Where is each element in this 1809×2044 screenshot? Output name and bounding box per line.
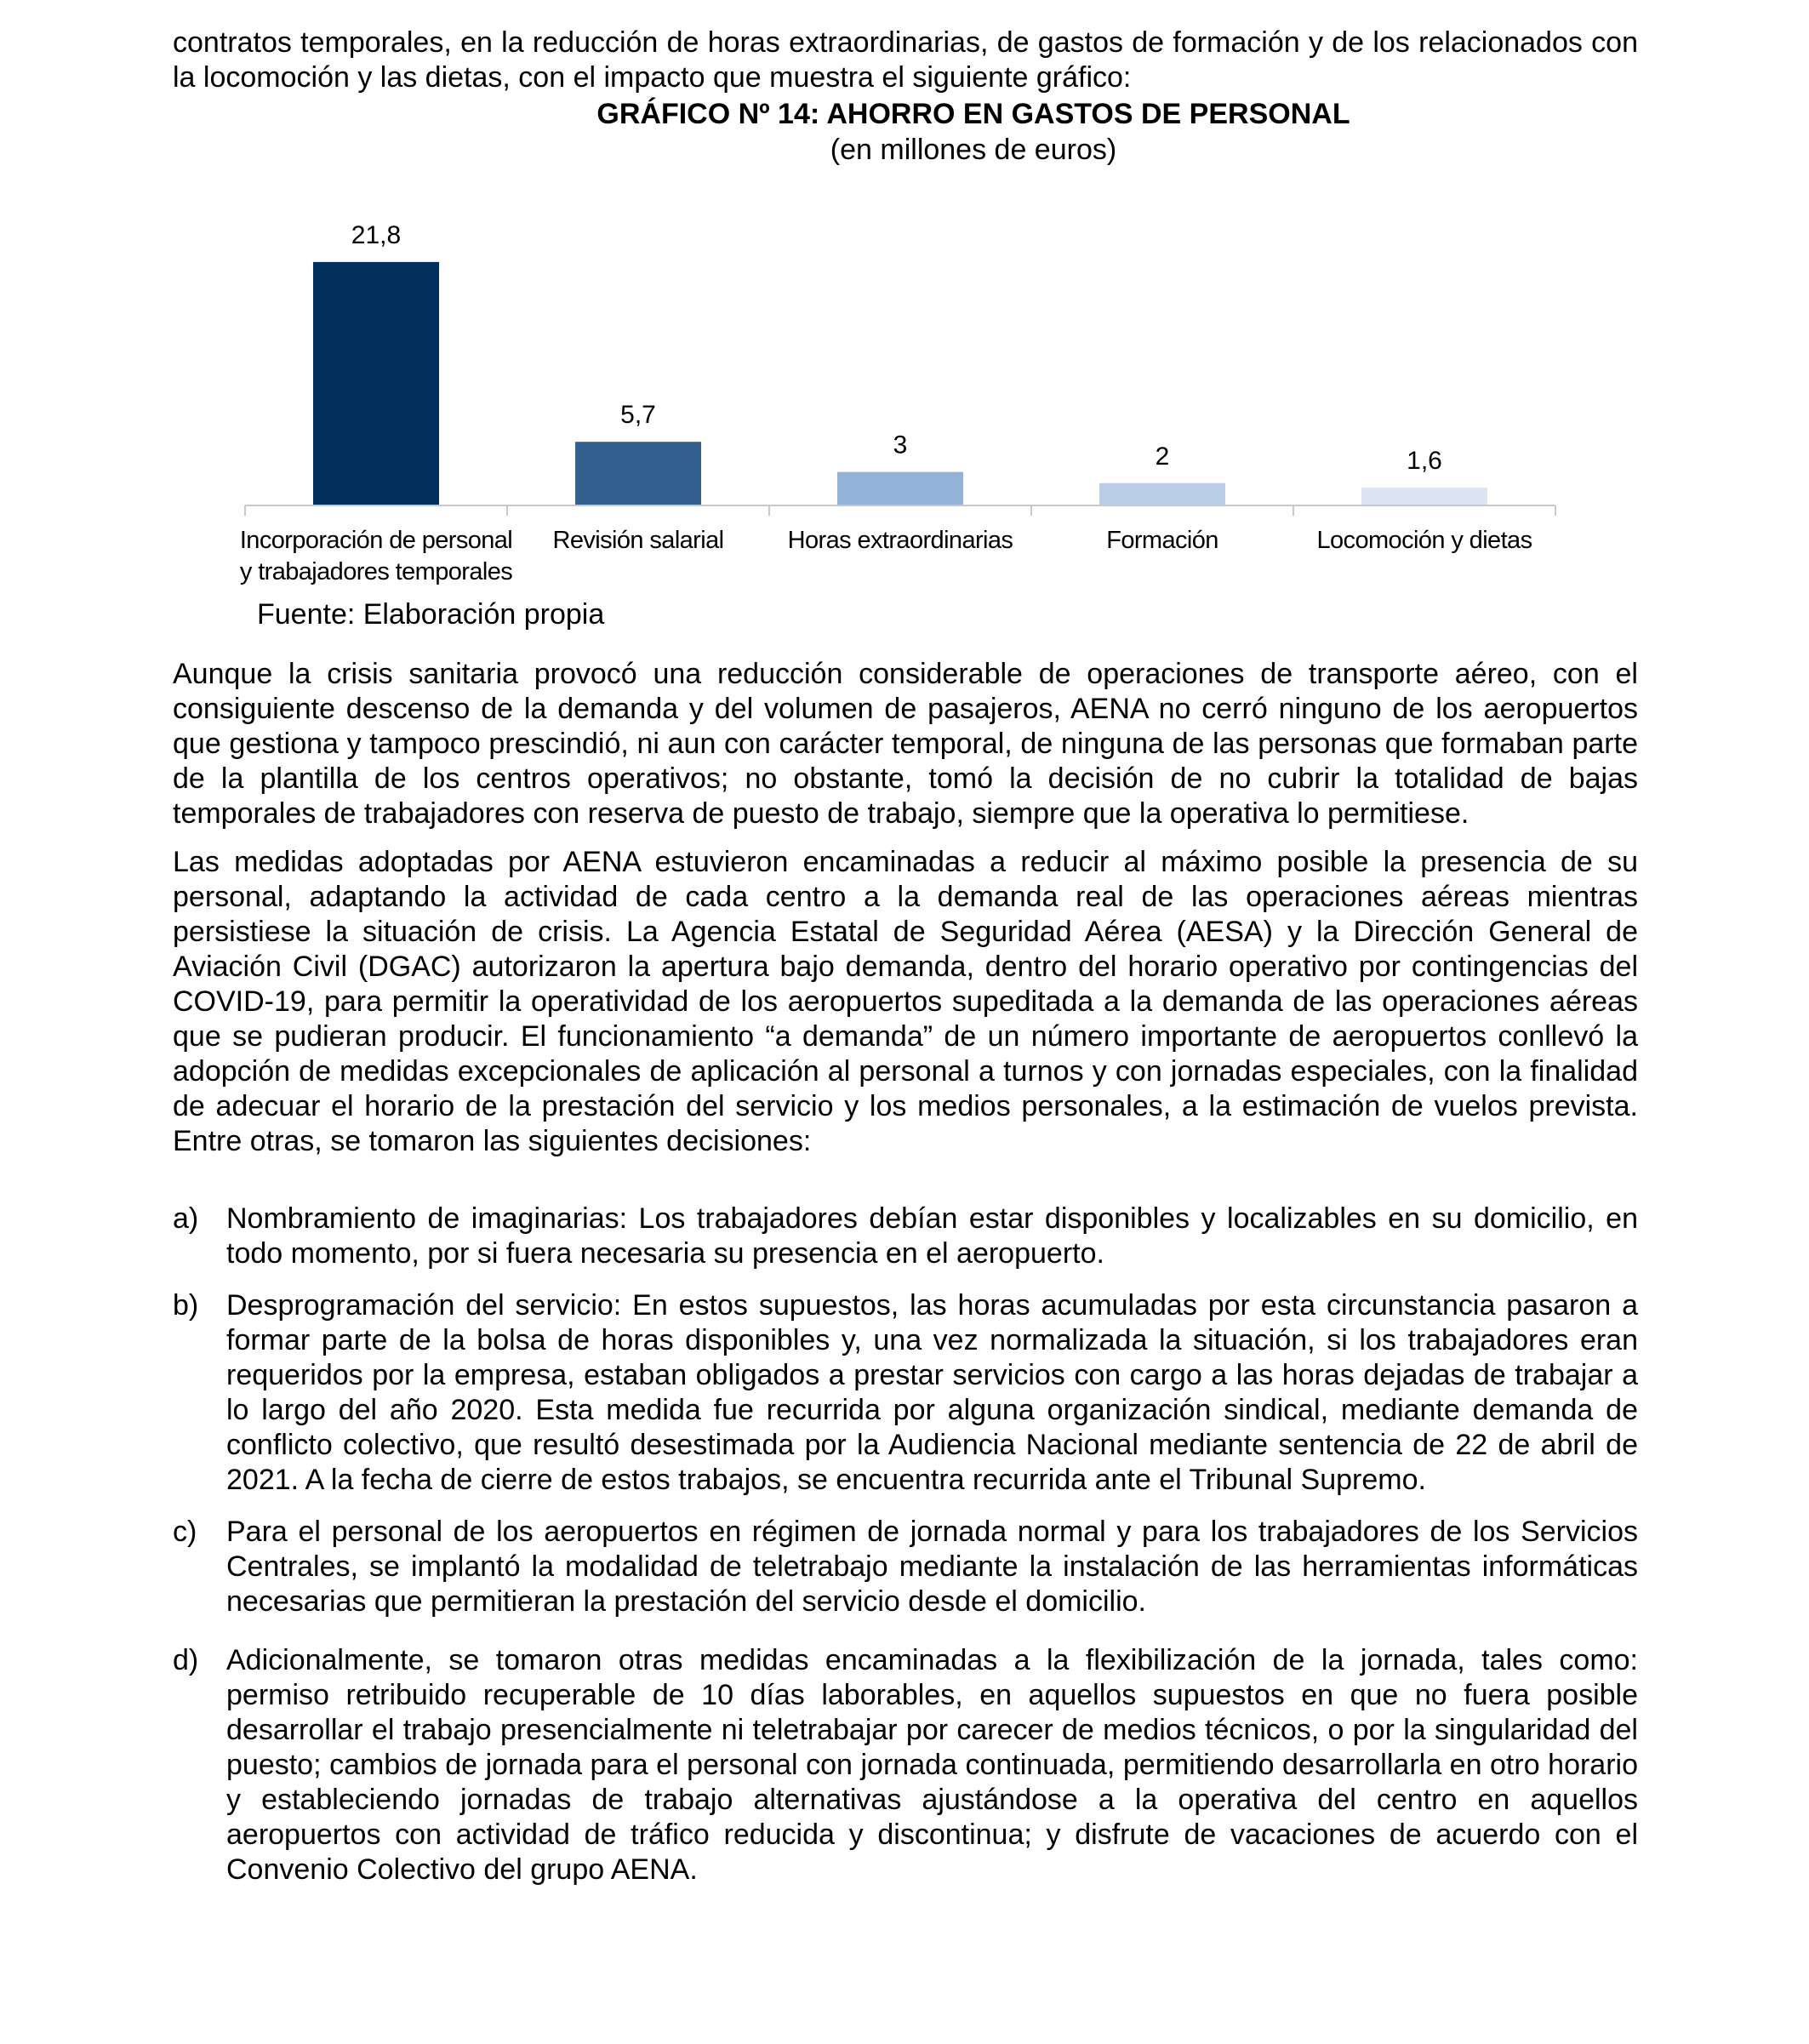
list-text: Desprogramación del servicio: En estos supuestos, las horas acumuladas por esta circunstancia pasaron a formar parte de la bolsa de horas disponibles y, una vez normalizada la situación, si los trabajadores eran requeridos por la empresa, estaban obligados a prestar servicios con cargo a las horas dejadas de trabajar a lo largo del año 2020. Esta medida fue recurrida por alguna organización sindical, mediante demanda de conflicto colectivo, que resultó desestimada por la Audiencia Nacional mediante sentencia de 22 de abril de 2021. A la fecha de cierre de estos trabajos, se encuentra recurrida ante el Tribunal Supremo. <box>226 1289 1638 1496</box>
data-label-1: 21,8 <box>351 220 402 249</box>
category-label-2: Revisión salarial <box>552 527 724 554</box>
category-label-1: y trabajadores temporales <box>239 558 513 585</box>
bar-5 <box>1361 488 1487 505</box>
category-label-4: Formación <box>1106 527 1218 554</box>
data-label-3: 3 <box>893 431 908 460</box>
paragraph-1: Aunque la crisis sanitaria provocó una reducción considerable de operaciones de transporte aéreo, con el consiguiente descenso de la demanda y del volumen de pasajeros, AENA no cerró ninguno de los aeropuertos que gestiona y tampoco prescindió, ni aun con carácter temporal, de ninguna de las personas que formaban parte de la plantilla de los centros operativos; no obstante, tomó la decisión de no cubrir la totalidad de bajas temporales de trabajadores con reserva de puesto de trabajo, siempre que la operativa lo permitiese. <box>173 658 1638 830</box>
list-item-b <box>173 1288 1638 1498</box>
category-label-5: Locomoción y dietas <box>1316 527 1532 554</box>
list-marker: d) <box>173 1644 199 1676</box>
document-page <box>173 26 1638 1887</box>
chart-area <box>173 172 1638 597</box>
paragraph-2: Las medidas adoptadas por AENA estuvieron encaminadas a reducir al máximo posible la presencia de su personal, adaptando la actividad de cada centro a la demanda real de las operaciones aéreas mientras persistiese la situación de crisis. La Agencia Estatal de Seguridad Aérea (AESA) y la Dirección General de Aviación Civil (DGAC) autorizaron la apertura bajo demanda, dentro del horario operativo por contingencias del COVID-19, para permitir la operatividad de los aeropuertos supeditada a la demanda de las operaciones aéreas que se pudieran producir. El funcionamiento “a demanda” de un número importante de aeropuertos conllevó la adopción de medidas excepcionales de aplicación al personal a turnos y con jornadas especiales, con la finalidad de adecuar el horario de la prestación del servicio y los medios personales, a la estimación de vuelos prevista. Entre otras, se tomaron las siguientes decisiones: <box>173 846 1638 1157</box>
intro-paragraph: contratos temporales, en la reducción de horas extraordinarias, de gastos de formación y de los relacionados con la locomoción y las dietas, con el impacto que muestra el siguiente gráfico: <box>173 26 1638 94</box>
data-label-4: 2 <box>1155 442 1170 471</box>
chart-subtitle: (en millones de euros) <box>830 134 1117 166</box>
list-item-a <box>173 1202 1638 1271</box>
list-text: Adicionalmente, se tomaron otras medidas encaminadas a la flexibilización de la jornada, tales como: permiso retribuido recuperable de 10 días laborables, en aquellos supuestos en que no fuera posible desarrollar el trabajo presencialmente ni teletrabajar por carecer de medios técnicos, o por la singularidad del puesto; cambios de jornada para el personal con jornada continuada, permitiendo desarrollarla en otro horario y estableciendo jornadas de trabajo alternativas ajustándose a la operativa del centro en aquellos aeropuertos con actividad de tráfico reducida y discontinua; y disfrute de vacaciones de acuerdo con el Convenio Colectivo del grupo AENA. <box>226 1644 1638 1886</box>
list-text: Nombramiento de imaginarias: Los trabajadores debían estar disponibles y localizables en su domicilio, en todo momento, por si fuera necesaria su presencia en el aeropuerto. <box>226 1202 1638 1270</box>
bar-4 <box>1099 483 1225 505</box>
list-marker: b) <box>173 1289 199 1322</box>
list-text: Para el personal de los aeropuertos en régimen de jornada normal y para los trabajadores de los Servicios Centrales, se implantó la modalidad de teletrabajo mediante la instalación de las herramientas informáticas necesarias que permitieran la prestación del servicio desde el domicilio. <box>226 1516 1638 1618</box>
list-marker: c) <box>173 1516 197 1548</box>
category-label-3: Horas extraordinarias <box>787 527 1013 554</box>
list-item-d <box>173 1643 1638 1887</box>
bar-3 <box>837 472 963 505</box>
chart-source: Fuente: Elaboración propia <box>257 598 605 631</box>
bar-1 <box>313 262 439 505</box>
data-label-5: 1,6 <box>1407 447 1442 475</box>
data-label-2: 5,7 <box>620 401 656 430</box>
category-label-1: Incorporación de personal <box>239 527 513 554</box>
chart-figure <box>173 95 1638 597</box>
bar-2 <box>575 442 701 505</box>
list-item-c <box>173 1515 1638 1619</box>
list-marker: a) <box>173 1202 199 1235</box>
bar-chart <box>173 172 1638 597</box>
chart-title: GRÁFICO Nº 14: AHORRO EN GASTOS DE PERSONAL <box>596 98 1350 130</box>
